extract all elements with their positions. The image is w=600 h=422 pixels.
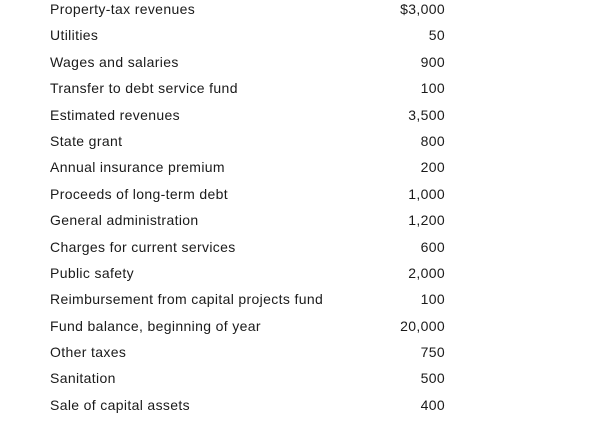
account-label: Property-tax revenues bbox=[50, 1, 196, 17]
account-row bbox=[0, 22, 600, 48]
account-label: Wages and salaries bbox=[50, 53, 179, 70]
account-row bbox=[0, 102, 600, 128]
account-row bbox=[0, 128, 600, 154]
account-label: Annual insurance premium bbox=[50, 159, 225, 176]
account-label: State grant bbox=[50, 132, 123, 149]
account-amount: $3,000 bbox=[400, 1, 445, 17]
account-row bbox=[0, 49, 600, 75]
account-amount: 600 bbox=[420, 238, 445, 255]
account-label: Transfer to debt service fund bbox=[50, 80, 238, 97]
account-amount: 3,500 bbox=[408, 106, 445, 123]
account-row bbox=[0, 286, 600, 312]
account-row bbox=[0, 392, 600, 418]
account-row bbox=[0, 0, 600, 22]
account-label: Fund balance, beginning of year bbox=[50, 317, 261, 334]
account-row bbox=[0, 313, 600, 339]
account-label: Proceeds of long-term debt bbox=[50, 185, 228, 202]
account-row bbox=[0, 339, 600, 365]
account-amount: 2,000 bbox=[408, 264, 445, 281]
account-row bbox=[0, 75, 600, 101]
account-row bbox=[0, 365, 600, 391]
account-row bbox=[0, 181, 600, 207]
account-amount: 1,000 bbox=[408, 185, 445, 202]
account-label: Sanitation bbox=[50, 370, 116, 387]
account-row bbox=[0, 207, 600, 233]
account-label: Charges for current services bbox=[50, 238, 236, 255]
account-amount: 20,000 bbox=[400, 317, 445, 334]
account-row bbox=[0, 260, 600, 286]
account-amount: 400 bbox=[420, 396, 445, 413]
account-row bbox=[0, 234, 600, 260]
account-label: Sale of capital assets bbox=[50, 396, 190, 413]
account-amount: 1,200 bbox=[408, 212, 445, 229]
account-amount: 750 bbox=[420, 344, 445, 361]
account-label: Utilities bbox=[50, 27, 99, 44]
account-amount: 100 bbox=[420, 80, 445, 97]
account-label: General administration bbox=[50, 212, 199, 229]
account-amount: 200 bbox=[420, 159, 445, 176]
account-amount: 800 bbox=[420, 132, 445, 149]
account-amount: 100 bbox=[420, 291, 445, 308]
account-label: Public safety bbox=[50, 264, 134, 281]
account-label: Reimbursement from capital projects fund bbox=[50, 291, 324, 308]
account-row bbox=[0, 154, 600, 180]
account-amount: 500 bbox=[420, 370, 445, 387]
account-label: Estimated revenues bbox=[50, 106, 181, 123]
account-amount: 900 bbox=[420, 53, 445, 70]
account-label: Other taxes bbox=[50, 344, 127, 361]
account-amount: 50 bbox=[428, 27, 445, 44]
